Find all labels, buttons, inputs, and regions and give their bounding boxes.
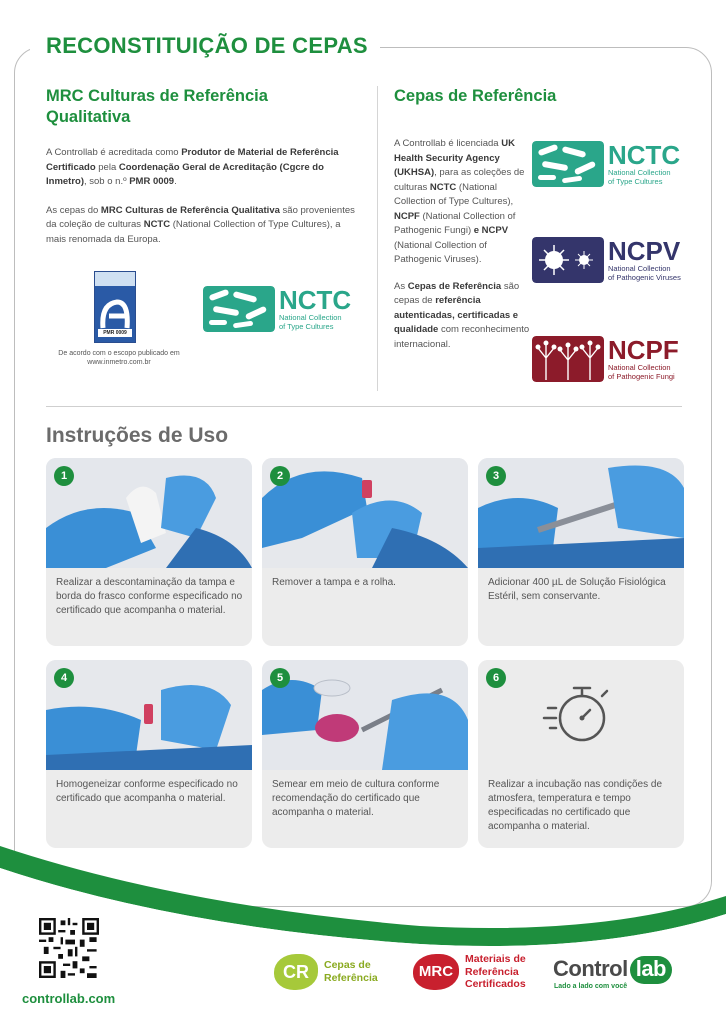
reference-strains-section bbox=[394, 86, 557, 352]
step-4-photo bbox=[46, 660, 252, 770]
ncpv-subtitle-2: of Pathogenic Viruses bbox=[608, 273, 681, 282]
ncpf-logo bbox=[532, 336, 679, 382]
step-5-photo bbox=[262, 660, 468, 770]
step-2-number: 2 bbox=[270, 466, 290, 486]
mrc-logo-text: Materiais de Referência Certificados bbox=[465, 953, 526, 990]
step-6-illustration bbox=[478, 660, 684, 770]
website-link[interactable]: controllab.com bbox=[22, 991, 116, 1006]
mrc-paragraph-2: As cepas do MRC Culturas de Referência Qualitativa são provenientes da coleção de culturas NCTC (National Collection of Type Cultures), a mais renomada da Europa. bbox=[46, 204, 355, 245]
qr-code[interactable] bbox=[39, 918, 99, 978]
ncpf-subtitle-1: National Collection bbox=[608, 363, 671, 372]
controllab-logo: Control lab bbox=[553, 956, 672, 984]
step-card-5 bbox=[262, 660, 468, 848]
footer-wave bbox=[0, 836, 726, 946]
reference-strains-paragraph-1: A Controllab é licenciada UK Health Security Agency (UKHSA), para as coleções de culturas NCTC (National Collection of Type Cultures), NCPF (National Collection of Pathogenic Fungi) e NCPV (National Collection of Pathogenic Viruses). bbox=[394, 138, 525, 265]
mrc-paragraph-1: A Controllab é acreditada como Produtor de Material de Referência Certificado pela Coordenação Geral de Acreditação (Cgcre do Inmetro), sob o n.º PMR 0009. bbox=[46, 147, 339, 187]
cr-logo-text: Cepas de Referência bbox=[324, 959, 378, 984]
mrc-section bbox=[46, 86, 356, 247]
ncpv-virus-icon bbox=[532, 237, 604, 283]
step-1-number: 1 bbox=[54, 466, 74, 486]
inmetro-caption: De acordo com o escopo publicado em www.inmetro.com.br bbox=[58, 350, 180, 366]
ncpf-subtitle-2: of Pathogenic Fungi bbox=[608, 372, 675, 381]
step-2-photo bbox=[262, 458, 468, 568]
step-card-6 bbox=[478, 660, 684, 848]
step-4-text: Homogeneizar conforme especificado no certificado que acompanha o material. bbox=[56, 779, 238, 804]
step-1-text: Realizar a descontaminação da tampa e borda do frasco conforme especificado no certificado que acompanha o material. bbox=[56, 577, 243, 616]
reference-strains-paragraph-2: As Cepas de Referência são cepas de referência autenticadas, certificadas e qualidade com reconhecimento internacional. bbox=[394, 280, 530, 350]
instructions-title: Instruções de Uso bbox=[46, 424, 229, 447]
nctc-wordmark: NCTC bbox=[279, 285, 352, 315]
nctc-logo-right bbox=[532, 141, 680, 187]
ncpv-subtitle-1: National Collection bbox=[608, 264, 671, 273]
ncpf-wordmark: NCPF bbox=[608, 335, 679, 365]
nctc-bacteria-icon bbox=[532, 141, 604, 187]
reference-strains-heading: Cepas de Referência bbox=[394, 87, 557, 105]
inmetro-pmr-label: PMR 0009 bbox=[98, 329, 132, 337]
step-card-1 bbox=[46, 458, 252, 646]
step-1-photo bbox=[46, 458, 252, 568]
ncpf-fungi-icon bbox=[532, 336, 604, 382]
step-3-number: 3 bbox=[486, 466, 506, 486]
controllab-tagline: Lado a lado com você bbox=[554, 983, 628, 990]
step-5-text: Semear em meio de cultura conforme recomendação do certificado que acompanha o material. bbox=[272, 779, 440, 818]
nctc-subtitle-2: of Type Cultures bbox=[279, 322, 334, 331]
nctc-subtitle-1: National Collection bbox=[608, 168, 671, 177]
step-4-number: 4 bbox=[54, 668, 74, 688]
nctc-subtitle-1: National Collection bbox=[279, 313, 342, 322]
nctc-wordmark: NCTC bbox=[608, 140, 681, 170]
nctc-bacteria-icon bbox=[203, 286, 275, 332]
section-divider bbox=[46, 406, 682, 407]
ncpv-logo bbox=[532, 237, 681, 283]
step-card-4 bbox=[46, 660, 252, 848]
step-6-number: 6 bbox=[486, 668, 506, 688]
mrc-heading: MRC Culturas de Referência Qualitativa bbox=[46, 87, 268, 126]
step-card-3 bbox=[478, 458, 684, 646]
step-2-text: Remover a tampa e a rolha. bbox=[272, 577, 396, 588]
ncpv-wordmark: NCPV bbox=[608, 236, 681, 266]
page-title: RECONSTITUIÇÃO DE CEPAS bbox=[30, 33, 380, 59]
stopwatch-icon bbox=[478, 660, 684, 770]
mrc-badge-logo: MRC bbox=[413, 954, 459, 990]
step-card-2 bbox=[262, 458, 468, 646]
cr-badge-logo: CR bbox=[274, 954, 318, 990]
nctc-logo bbox=[203, 286, 351, 332]
nctc-subtitle-2: of Type Cultures bbox=[608, 177, 663, 186]
inmetro-accreditation-seal bbox=[94, 271, 136, 343]
step-3-text: Adicionar 400 µL de Solução Fisiológica Estéril, sem conservante. bbox=[488, 577, 666, 602]
step-3-photo bbox=[478, 458, 684, 568]
column-divider bbox=[377, 86, 378, 391]
step-6-text: Realizar a incubação nas condições de atmosfera, temperatura e tempo especificadas no certificado que acompanha o material. bbox=[488, 779, 662, 832]
step-5-number: 5 bbox=[270, 668, 290, 688]
